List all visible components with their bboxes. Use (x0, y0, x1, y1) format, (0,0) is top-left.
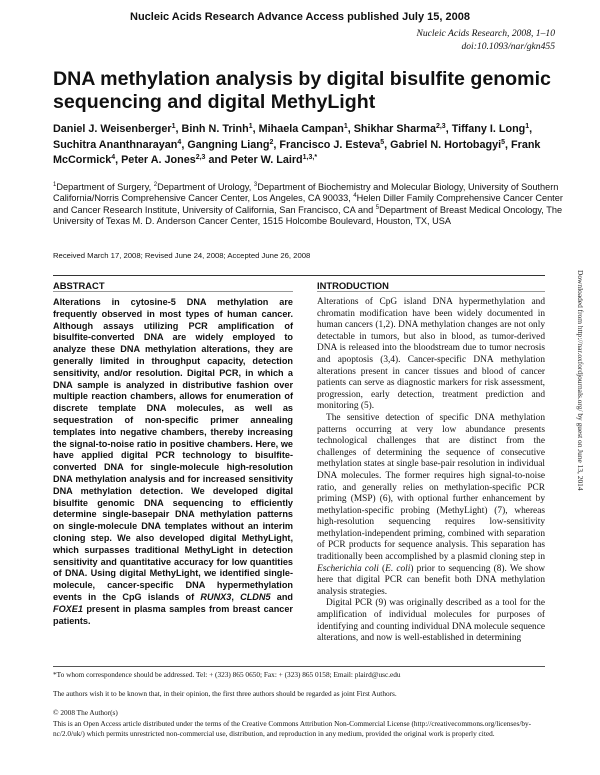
author-affiliation-marker: 1,3,* (302, 154, 318, 161)
affiliation-text: Department of Urology, (157, 182, 254, 192)
author-name: Mihaela Campan (258, 123, 344, 135)
author-affiliation-marker: 2,3 (435, 123, 446, 130)
author-name: Peter W. Laird (230, 154, 303, 166)
download-watermark: Downloaded from http://nar.oxfordjournals.org/ by guest on June 13, 2014 (576, 270, 585, 491)
introduction-text (317, 297, 545, 645)
correspondence-footnote: *To whom correspondence should be addressed. Tel: + (323) 865 0650; Fax: + (323) 865 0158; Email: plaird@usc.edu (53, 670, 401, 679)
abstract-heading: ABSTRACT (53, 280, 105, 291)
author-name: Gangning Liang (187, 138, 270, 151)
footnote-divider (53, 666, 545, 667)
author-affiliation-marker: 4 (177, 138, 182, 146)
author-affiliation-marker: 2 (269, 138, 274, 146)
journal-citation: Nucleic Acids Research, 2008, 1–10 (416, 28, 555, 39)
author-name: Francisco J. Esteva (279, 138, 381, 151)
submission-dates: Received March 17, 2008; Revised June 24, 2008; Accepted June 26, 2008 (53, 251, 311, 260)
abstract-text: Alterations in cytosine-5 DNA methylation are frequently observed in most types of human cancer. Although assays utilizing PCR amplification of bisulfite-converted DNA are widely employed to analyze these DNA methylation alterations, they are generally limited in throughput capacity, detection sensitivity, and/or resolution. Digital PCR, in which a DNA sample is analyzed in distributive fashion over multiple reaction chambers, allows for enumeration of discrete template DNA molecules, as well as sequestration of non-specific primer annealing templates into negative chambers, thereby increasing the signal-to-noise ratio in positive chambers. Here, we have applied digital PCR technology to bisulfite-converted DNA for single-molecule high-resolution DNA methylation analysis and for increased sensitivity DNA methylation detection. We developed digital bisulfite genomic DNA sequencing to efficiently determine single-basepair DNA methylation patterns on single-molecule DNA templates without an interim cloning step. We also developed digital MethyLight, which surpasses traditional MethyLight in detection sensitivity and quantitative accuracy for low quantities of DNA. Using digital MethyLight, we identified single-molecule, cancer-specific DNA hypermethylation events in the CpG islands of RUNX3, CLDN5 and FOXE1 present in plasma samples from breast cancer patients. (53, 297, 293, 626)
affiliation-text: Department of Surgery, (56, 182, 154, 192)
intro-paragraph-2: The sensitive detection of specific DNA methylation patterns occurring at very low abundance presents technological challenges that are distinct from the challenges of determining the sequence of consecutive methylation states at single base-pair resolution in individual DNA molecules. The former requires high signal-to-noise ratio, and generally relies on methylation-specific PCR priming (MSP) (6), with optional further enhancement by methylation-specific probing (MethyLight) (7), whereas high-resolution sequencing requires low-sensitivity methylation-independent priming, combined with separation of PCR products for sequence analysis. This separation has traditionally been accomplished by a plasmid cloning step in Escherichia coli (E. coli) prior to sequencing (8). We show here that digital PCR can benefit both DNA methylation analysis strategies. (317, 412, 546, 597)
affiliation-text: Department of Biochemistry and Molecular Biology, University of Southern California/Norris Comprehensive Cancer Center, Los Angeles, CA 90033, (53, 182, 559, 204)
article-title: DNA methylation analysis by digital bisulfite genomic sequencing and digital MethyLight (53, 68, 551, 113)
affiliation-text: Department of Breast Medical Oncology, The University of Texas M. D. Anderson Cancer Center, 1515 Holcombe Boulevard, Houston, TX, USA (53, 204, 563, 227)
author-list: Daniel J. Weisenberger$^1$, Binh N. Trinh$^1$, Mihaela Campan$^1$, Shikhar Sharma$^{2,3}$, Tiffany I. Long$^1$, Suchitra Ananthnarayan$^4$, Gangning Liang$^2$, Francisco J. Esteva$^5$, Gabriel N. Hortobagyi$^5$, Frank McCormick$^4$, Peter A. Jones$^{2,3}$ and Peter W. Laird$^{1,3,*}$ (53, 123, 541, 166)
abstract-heading-rule (53, 291, 293, 292)
author-name: Peter A. Jones (121, 154, 196, 166)
author-name: Gabriel N. Hortobagyi (390, 138, 502, 151)
author-affiliation-marker: 2,3 (195, 154, 206, 161)
affiliation-marker: 3 (253, 182, 258, 188)
joint-authors-footnote: The authors wish it to be known that, in their opinion, the first three authors should be regarded as joint First Authors. (53, 689, 397, 698)
doi-link[interactable]: doi:10.1093/nar/gkn455 (461, 41, 555, 52)
advance-access-banner: Nucleic Acids Research Advance Access published July 15, 2008 (130, 11, 470, 23)
affiliation-text: Helen Diller Family Comprehensive Cancer Center and Cancer Research Institute, University of California, San Francisco, CA and (53, 193, 563, 215)
affiliation-marker: 4 (353, 193, 357, 200)
author-name: Suchitra Ananthnarayan (53, 138, 178, 151)
author-name: Tiffany I. Long (451, 123, 526, 135)
header-divider (53, 275, 545, 276)
affiliation-marker: 5 (375, 204, 380, 211)
author-affiliation-marker: 1 (343, 123, 348, 130)
affiliation-marker: 2 (153, 182, 158, 188)
author-name: Daniel J. Weisenberger (53, 123, 172, 135)
license-notice: This is an Open Access article distributed under the terms of the Creative Commons Attribution Non-Commercial License (http://creativecommons.org/licenses/by-nc/2.0/uk/) which permits unrestricted non-commercial use, distribution, and reproduction in any medium, provided the original work is properly cited. (53, 719, 532, 738)
author-affiliation-marker: 1 (171, 123, 176, 130)
author-name: Frank McCormick (53, 138, 541, 166)
gene-foxe1: FOXE1 (53, 603, 83, 614)
introduction-heading: INTRODUCTION (317, 280, 389, 291)
author-affiliation-marker: 1 (525, 123, 530, 130)
author-affiliation-marker: 5 (380, 138, 385, 146)
gene-cldn5: CLDN5 (240, 591, 271, 602)
copyright-notice: © 2008 The Author(s) (53, 708, 118, 717)
introduction-heading-rule (317, 291, 545, 292)
affiliations (53, 182, 563, 228)
intro-paragraph-3: Digital PCR (9) was originally described as a tool for the amplification of individual molecules for purposes of identifying and counting individual DNA molecule sequence alterations, and now is well-established in determining (317, 598, 545, 644)
intro-paragraph-1: Alterations of CpG island DNA hypermethylation and chromatin modification have been widely documented in human cancers (1,2). DNA methylation changes are not only detectable in tumors, but also in blood, as tumor-derived DNA is released into the bloodstream due to tumor necrosis and apoptosis (3,4). Cancer-specific DNA methylation alterations present in cancer tissues and blood of cancer patients can serve as diagnostic markers for risk assessment, progression, early detection, treatment prediction and monitoring (5). (317, 297, 545, 412)
author-affiliation-marker: 5 (501, 138, 506, 146)
author-name: Shikhar Sharma (353, 123, 436, 135)
author-affiliation-marker: 4 (111, 154, 116, 161)
author-name: Binh N. Trinh (181, 123, 249, 135)
author-affiliation-marker: 1 (248, 123, 253, 130)
gene-runx3: RUNX3 (200, 591, 232, 602)
affiliation-marker: 1 (53, 182, 57, 188)
